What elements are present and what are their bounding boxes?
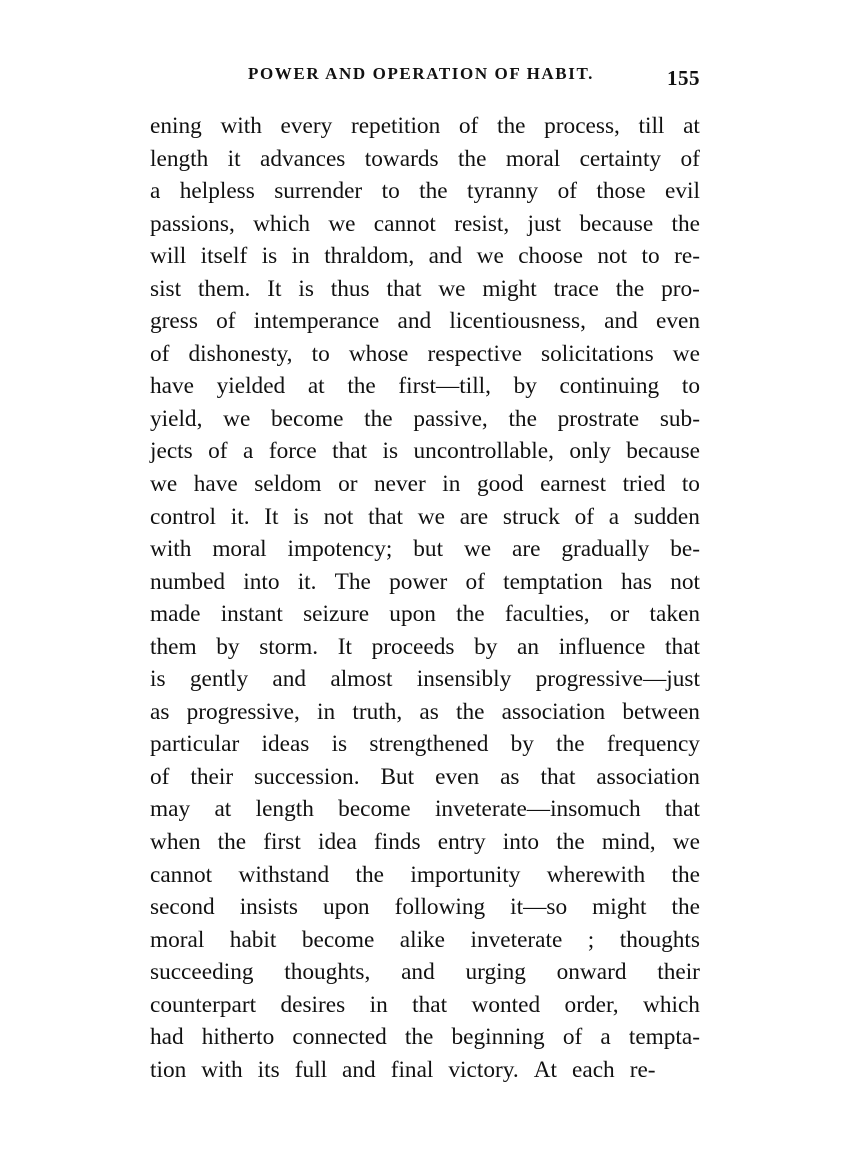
word: in (291, 243, 310, 270)
word: we (476, 243, 504, 270)
word: the (455, 698, 485, 725)
word: into (243, 568, 280, 595)
word: or (338, 471, 358, 498)
word: become (338, 796, 411, 823)
word: moral (150, 926, 205, 953)
word: made (150, 601, 201, 628)
word: wherewith (546, 861, 646, 888)
word: is (293, 503, 309, 530)
word: the (457, 145, 487, 172)
page-number: 155 (667, 66, 700, 90)
word: pro- (661, 275, 700, 302)
word: the (556, 731, 585, 758)
word: strengthened (369, 731, 489, 758)
word: importunity (410, 861, 521, 888)
word: impotency; (287, 536, 393, 563)
word: we (672, 829, 700, 856)
word: succession. (254, 763, 360, 790)
word: moral (212, 536, 267, 563)
word: repetition (350, 113, 441, 139)
word: mind, (601, 829, 656, 856)
word: not (670, 568, 700, 595)
word: an (517, 633, 540, 660)
word: we (672, 340, 700, 367)
word: beginning (451, 1024, 545, 1051)
word: the (217, 829, 247, 856)
word: is (331, 731, 348, 758)
word: numbed (150, 568, 226, 595)
word: choose (518, 243, 583, 270)
word: gradually (561, 536, 650, 563)
word: to (681, 373, 700, 400)
word: the (497, 113, 526, 139)
word: desires (280, 991, 346, 1018)
word: only (569, 438, 611, 465)
word: of (465, 568, 485, 595)
word: in (317, 698, 336, 725)
word: by (474, 633, 498, 660)
word: progressive, (186, 698, 300, 725)
text-line (150, 305, 700, 338)
text-line (150, 403, 700, 436)
word: the (615, 275, 645, 302)
word: ; (587, 926, 595, 953)
word: of (680, 145, 700, 172)
word: final (390, 1056, 434, 1083)
word: certainty (579, 145, 662, 172)
word: that (386, 275, 422, 302)
word: cannot (150, 861, 213, 888)
word: the (671, 861, 700, 888)
word: to (381, 178, 400, 205)
text-line (150, 338, 700, 371)
word: seldom (254, 471, 322, 498)
word: process, (544, 113, 620, 139)
word: at (683, 113, 700, 139)
word: a (600, 1024, 611, 1051)
word: sist (150, 275, 182, 302)
text-line (150, 598, 700, 631)
word: have (150, 373, 194, 400)
word: a (150, 178, 161, 205)
word: respective (427, 340, 522, 367)
word: At (533, 1056, 558, 1083)
word: are (512, 536, 541, 563)
text-line (150, 175, 700, 208)
text-line (150, 208, 700, 241)
word: into (502, 829, 540, 856)
word: It (267, 275, 282, 302)
word: and (428, 243, 463, 270)
word: uncontrollable, (413, 438, 554, 465)
text-line (150, 435, 700, 468)
word: connected (292, 1024, 387, 1051)
word: not (323, 503, 354, 530)
word: the (355, 861, 384, 888)
word: that (412, 991, 448, 1018)
word: sub- (659, 405, 700, 432)
word: finds (373, 829, 421, 856)
word: order, (564, 991, 619, 1018)
word: of (216, 308, 236, 335)
word: that (540, 763, 576, 790)
text-line (150, 1054, 700, 1087)
word: first (263, 829, 301, 856)
word: and (401, 959, 435, 986)
word: and (397, 308, 432, 335)
word: licentiousness, (449, 308, 586, 335)
word: idea (317, 829, 357, 856)
text-line (150, 761, 700, 794)
word: of (208, 438, 228, 465)
word: by (513, 373, 537, 400)
word: but (413, 536, 444, 563)
word: every (280, 113, 333, 139)
word: the (419, 178, 448, 205)
word: till (638, 113, 665, 139)
word: second (150, 894, 215, 921)
text-line (150, 728, 700, 761)
word: we (328, 210, 356, 237)
word: urging (465, 959, 526, 986)
word: with (150, 536, 192, 563)
text-line (150, 273, 700, 306)
word: storm. (259, 633, 319, 660)
word: cannot (373, 210, 436, 237)
word: habit (229, 926, 277, 953)
word: withstand (238, 861, 330, 888)
word: by (216, 633, 240, 660)
word: temptation (503, 568, 603, 595)
word: truth, (352, 698, 403, 725)
word: between (622, 698, 700, 725)
word: we (417, 503, 445, 530)
word: length (255, 796, 314, 823)
word: proceeds (371, 633, 455, 660)
word: thoughts, (284, 959, 371, 986)
word: good (476, 471, 524, 498)
text-line (150, 110, 700, 143)
word: tempta- (628, 1024, 700, 1051)
text-line (150, 663, 700, 696)
word: it. (297, 568, 317, 595)
word: because (579, 210, 654, 237)
word: the (364, 405, 393, 432)
word: tried (622, 471, 666, 498)
word: will (150, 243, 187, 270)
word: solicitations (541, 340, 654, 367)
text-line (150, 566, 700, 599)
word: It (337, 633, 352, 660)
word: as (500, 763, 520, 790)
word: insensibly (416, 666, 512, 693)
word: that (332, 438, 368, 465)
word: become (301, 926, 375, 953)
word: of (557, 178, 577, 205)
word: it—so (510, 894, 568, 921)
word: ening (150, 113, 202, 139)
word: not (597, 243, 628, 270)
text-line (150, 240, 700, 273)
word: seizure (303, 601, 370, 628)
word: itself (200, 243, 248, 270)
word: upon (389, 601, 436, 628)
word: its (257, 1056, 280, 1083)
text-line (150, 793, 700, 826)
word: which (643, 991, 700, 1018)
word: as (419, 698, 439, 725)
word: the (404, 1024, 434, 1051)
running-head (150, 62, 710, 96)
word: to (311, 340, 330, 367)
word: and (342, 1056, 376, 1083)
text-line (150, 1021, 700, 1054)
word: which (253, 210, 311, 237)
word: that (665, 633, 700, 660)
word: those (596, 178, 646, 205)
word: of (458, 113, 479, 139)
word: even (656, 308, 700, 335)
text-line (150, 826, 700, 859)
word: frequency (606, 731, 700, 758)
word: tyranny (467, 178, 539, 205)
word: might (592, 894, 647, 921)
word: when (150, 829, 201, 856)
word: thraldom, (324, 243, 415, 270)
word: in (442, 471, 461, 498)
word: that (665, 796, 700, 823)
word: alike (399, 926, 446, 953)
word: is (150, 666, 166, 693)
word: to (681, 471, 700, 498)
word: a (608, 503, 620, 530)
word: it. (230, 503, 250, 530)
word: ideas (261, 731, 310, 758)
word: are (459, 503, 489, 530)
word: that (368, 503, 404, 530)
word: passions, (150, 210, 235, 237)
word: thoughts (619, 926, 700, 953)
word: because (626, 438, 700, 465)
word: yielded (216, 373, 286, 400)
word: with (201, 1056, 243, 1083)
word: first—till, (398, 373, 491, 400)
word: the (456, 601, 485, 628)
word: entry (437, 829, 486, 856)
word: them. (197, 275, 251, 302)
word: their (657, 959, 700, 986)
word: of (574, 503, 595, 530)
word: It (264, 503, 279, 530)
word: jects (150, 438, 193, 465)
word: thus (330, 275, 370, 302)
word: them (150, 633, 197, 660)
body-text (150, 110, 700, 1086)
word: towards (364, 145, 439, 172)
word: intemperance (253, 308, 380, 335)
word: re- (674, 243, 700, 270)
word: is (261, 243, 278, 270)
word: almost (330, 666, 393, 693)
word: is (298, 275, 314, 302)
word: their (190, 763, 234, 790)
text-line (150, 859, 700, 892)
word: or (609, 601, 630, 628)
word: faculties, (504, 601, 590, 628)
word: resist, (454, 210, 510, 237)
word: dishonesty, (188, 340, 293, 367)
text-line (150, 143, 700, 176)
word: just (527, 210, 562, 237)
text-line (150, 468, 700, 501)
word: advances (260, 145, 346, 172)
word: helpless (179, 178, 255, 205)
word: taken (649, 601, 700, 628)
word: control (150, 503, 216, 530)
word: at (214, 796, 232, 823)
word: full (294, 1056, 328, 1083)
word: following (394, 894, 486, 921)
word: surrender (274, 178, 363, 205)
running-title: POWER AND OPERATION OF HABIT. (248, 64, 594, 83)
word: power (389, 568, 448, 595)
word: counterpart (150, 991, 257, 1018)
text-line (150, 989, 700, 1022)
word: by (510, 731, 534, 758)
word: in (369, 991, 388, 1018)
word: force (268, 438, 317, 465)
word: we (438, 275, 466, 302)
word: re- (629, 1056, 656, 1083)
word: passive, (413, 405, 488, 432)
word: particular (150, 731, 240, 758)
word: might (482, 275, 537, 302)
text-line (150, 370, 700, 403)
word: and (604, 308, 638, 335)
word: the (671, 894, 700, 921)
word: and (272, 666, 307, 693)
word: never (374, 471, 426, 498)
word: the (347, 373, 376, 400)
word: as (150, 698, 170, 725)
word: the (508, 405, 537, 432)
word: sudden (633, 503, 700, 530)
word: association (501, 698, 606, 725)
word: association (596, 763, 700, 790)
text-line (150, 696, 700, 729)
word: influence (558, 633, 646, 660)
text-line (150, 501, 700, 534)
word: yield, (150, 405, 203, 432)
text-line (150, 631, 700, 664)
word: is (382, 438, 399, 465)
word: moral (505, 145, 561, 172)
word: wonted (471, 991, 541, 1018)
word: hitherto (201, 1024, 275, 1051)
word: struck (502, 503, 560, 530)
word: gently (189, 666, 249, 693)
word: we (223, 405, 251, 432)
word: evil (665, 178, 700, 205)
word: have (193, 471, 238, 498)
text-line (150, 956, 700, 989)
word: of (150, 340, 170, 367)
word: with (220, 113, 262, 139)
word: progressive—just (535, 666, 700, 693)
text-line (150, 924, 700, 957)
word: had (150, 1024, 184, 1051)
word: we (150, 471, 178, 498)
word: inveterate (470, 926, 563, 953)
word: length (150, 145, 209, 172)
word: the (556, 829, 585, 856)
word: has (620, 568, 652, 595)
word: insists (239, 894, 298, 921)
text-line (150, 533, 700, 566)
word: earnest (540, 471, 607, 498)
word: even (435, 763, 480, 790)
word: The (334, 568, 371, 595)
word: whose (348, 340, 409, 367)
word: onward (556, 959, 627, 986)
word: become (271, 405, 344, 432)
word: succeeding (150, 959, 254, 986)
word: to (641, 243, 660, 270)
word: of (150, 763, 170, 790)
word: at (307, 373, 325, 400)
word: a (243, 438, 254, 465)
word: of (562, 1024, 583, 1051)
word: trace (553, 275, 599, 302)
word: instant (220, 601, 283, 628)
text-line (150, 891, 700, 924)
word: upon (322, 894, 370, 921)
word: But (380, 763, 415, 790)
word: it (227, 145, 241, 172)
word: prostrate (557, 405, 640, 432)
word: each (572, 1056, 615, 1083)
word: the (671, 210, 700, 237)
word: gress (150, 308, 198, 335)
word: we (463, 536, 492, 563)
word: continuing (559, 373, 660, 400)
word: be- (670, 536, 700, 563)
word: tion (150, 1056, 187, 1083)
word: may (150, 796, 191, 823)
word: inveterate—insomuch (434, 796, 641, 823)
word: victory. (448, 1056, 519, 1083)
